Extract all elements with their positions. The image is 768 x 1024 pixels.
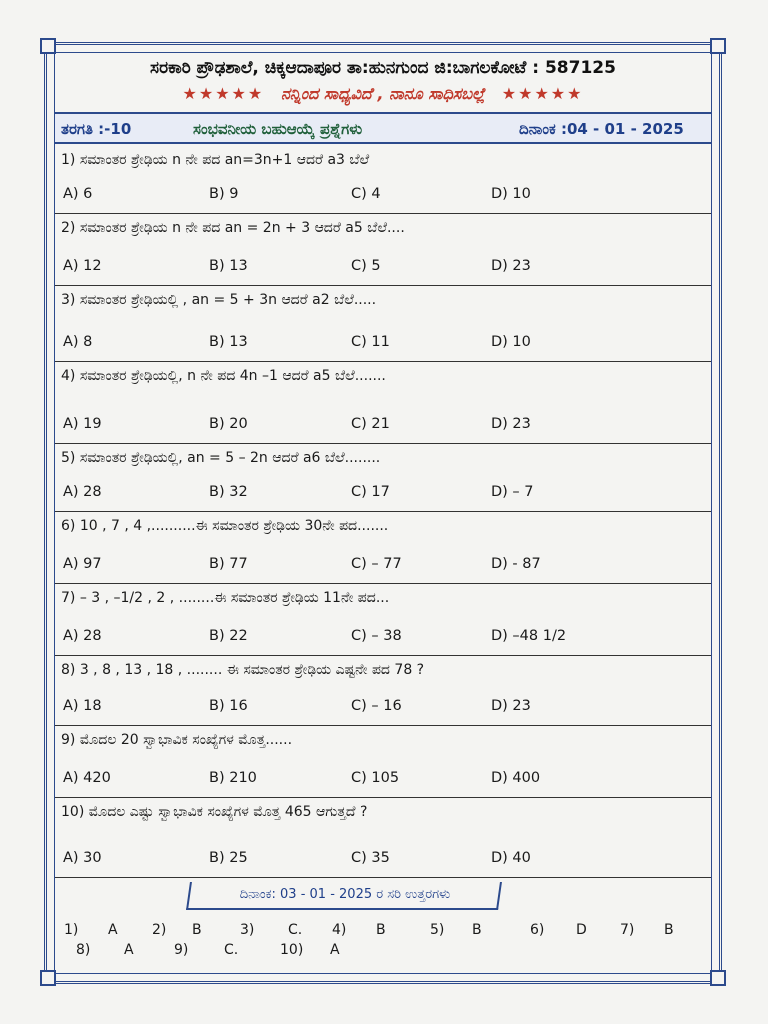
title-band — [55, 112, 711, 144]
question-text: 3) ಸಮಾಂತರ ಶ್ರೇಢಿಯಲ್ಲಿ , an = 5 + 3n ಆದರೆ a2 ಬೆಲೆ..... — [61, 292, 377, 308]
option-a: A) 97 — [63, 556, 102, 572]
option-a: A) 420 — [63, 770, 111, 786]
option-b: B) 20 — [209, 416, 248, 432]
answer-token: 6) — [530, 922, 545, 938]
answer-token: 4) — [332, 922, 347, 938]
question-item — [55, 362, 711, 444]
option-d: D) - 87 — [491, 556, 541, 572]
answer-token: A — [330, 942, 340, 958]
option-a: A) 19 — [63, 416, 102, 432]
answer-token: A — [124, 942, 134, 958]
corner-ornament — [40, 970, 56, 986]
option-d: D) 10 — [491, 334, 531, 350]
grade-label: ತರಗತಿ :-10 — [61, 120, 132, 138]
corner-ornament — [710, 970, 726, 986]
question-text: 5) ಸಮಾಂತರ ಶ್ರೇಢಿಯಲ್ಲಿ, an = 5 – 2n ಆದರೆ a6 ಬೆಲೆ........ — [61, 450, 381, 466]
answer-token: 9) — [174, 942, 189, 958]
school-name: ಸರಕಾರಿ ಪ್ರೌಢಶಾಲೆ, ಚಿಕ್ಕಆದಾಪೂರ ತಾ:ಹುನಗುಂದ ಜಿ:ಬಾಗಲಕೋಟೆ : 587125 — [150, 58, 616, 78]
option-b: B) 210 — [209, 770, 257, 786]
question-item — [55, 726, 711, 798]
answer-token: 2) — [152, 922, 167, 938]
option-c: C) – 38 — [351, 628, 402, 644]
corner-ornament — [710, 38, 726, 54]
answer-token: 3) — [240, 922, 255, 938]
question-text: 9) ಮೊದಲ 20 ಸ್ವಾಭಾವಿಕ ಸಂಖ್ಯೆಗಳ ಮೊತ್ತ...... — [61, 732, 293, 748]
question-item — [55, 512, 711, 584]
option-a: A) 18 — [63, 698, 102, 714]
question-text: 2) ಸಮಾಂತರ ಶ್ರೇಢಿಯ n ನೇ ಪದ an = 2n + 3 ಆದರೆ a5 ಬೆಲೆ.... — [61, 220, 405, 236]
answers-title: ದಿನಾಂಕ: 03 - 01 - 2025 ರ ಸರಿ ಉತ್ತರಗಳು — [239, 887, 451, 902]
option-d: D) 400 — [491, 770, 541, 786]
option-c: C) – 16 — [351, 698, 402, 714]
answer-token: C. — [288, 922, 303, 938]
option-b: B) 77 — [209, 556, 248, 572]
question-item — [55, 584, 711, 656]
option-a: A) 8 — [63, 334, 93, 350]
answer-token: D — [576, 922, 587, 938]
option-b: B) 13 — [209, 258, 248, 274]
option-a: A) 28 — [63, 628, 102, 644]
option-a: A) 30 — [63, 850, 102, 866]
answer-token: 1) — [64, 922, 79, 938]
option-d: D) 23 — [491, 698, 531, 714]
stars-left: ★★★★★ — [182, 84, 265, 103]
option-b: B) 25 — [209, 850, 248, 866]
option-a: A) 12 — [63, 258, 102, 274]
question-text: 4) ಸಮಾಂತರ ಶ್ರೇಢಿಯಲ್ಲಿ, n ನೇ ಪದ 4n –1 ಆದರೆ a5 ಬೆಲೆ....... — [61, 368, 386, 384]
answer-token: B — [664, 922, 674, 938]
option-d: D) 23 — [491, 258, 531, 274]
option-d: D) 23 — [491, 416, 531, 432]
option-d: D) 10 — [491, 186, 531, 202]
answer-token: B — [472, 922, 482, 938]
answer-token: 8) — [76, 942, 91, 958]
option-c: C) 11 — [351, 334, 390, 350]
question-item — [55, 214, 711, 286]
option-c: C) 35 — [351, 850, 390, 866]
option-c: C) – 77 — [351, 556, 402, 572]
worksheet-title: ಸಂಭವನೀಯ ಬಹುಆಯ್ಕೆ ಪ್ರಶ್ನೆಗಳು — [193, 120, 363, 138]
option-b: B) 9 — [209, 186, 239, 202]
option-b: B) 16 — [209, 698, 248, 714]
option-c: C) 4 — [351, 186, 381, 202]
question-item — [55, 286, 711, 362]
question-text: 1) ಸಮಾಂತರ ಶ್ರೇಢಿಯ n ನೇ ಪದ an=3n+1 ಆದರೆ a3 ಬೆಲೆ — [61, 152, 370, 168]
option-c: C) 105 — [351, 770, 400, 786]
option-c: C) 17 — [351, 484, 390, 500]
answer-token: 10) — [280, 942, 304, 958]
option-b: B) 32 — [209, 484, 248, 500]
question-item — [55, 146, 711, 214]
option-d: D) – 7 — [491, 484, 534, 500]
option-c: C) 21 — [351, 416, 390, 432]
answer-token: 7) — [620, 922, 635, 938]
question-item — [55, 444, 711, 512]
answer-token: 5) — [430, 922, 445, 938]
date-label: ದಿನಾಂಕ :04 - 01 - 2025 — [519, 120, 684, 138]
question-item — [55, 798, 711, 878]
option-b: B) 22 — [209, 628, 248, 644]
option-d: D) 40 — [491, 850, 531, 866]
corner-ornament — [40, 38, 56, 54]
motto — [55, 84, 711, 104]
motto-text: ನನ್ನಿಂದ ಸಾಧ್ಯವಿದೆ , ನಾನೂ ಸಾಧಿಸಬಲ್ಲೆ — [280, 84, 486, 103]
question-item — [55, 656, 711, 726]
answer-token: B — [192, 922, 202, 938]
option-c: C) 5 — [351, 258, 381, 274]
answer-token: A — [108, 922, 118, 938]
answer-token: B — [376, 922, 386, 938]
question-text: 7) – 3 , –1/2 , 2 , ........ಈ ಸಮಾಂತರ ಶ್ರೇಢಿಯ 11ನೇ ಪದ... — [61, 590, 390, 606]
question-text: 10) ಮೊದಲ ಎಷ್ಟು ಸ್ವಾಭಾವಿಕ ಸಂಖ್ಯೆಗಳ ಮೊತ್ತ 465 ಆಗುತ್ತದೆ ? — [61, 804, 368, 820]
answer-token: C. — [224, 942, 239, 958]
stars-right: ★★★★★ — [501, 84, 584, 103]
question-text: 8) 3 , 8 , 13 , 18 , ........ ಈ ಸಮಾಂತರ ಶ್ರೇಢಿಯ ಎಷ್ಟನೇ ಪದ 78 ? — [61, 662, 425, 678]
option-b: B) 13 — [209, 334, 248, 350]
option-a: A) 28 — [63, 484, 102, 500]
option-d: D) –48 1/2 — [491, 628, 567, 644]
question-text: 6) 10 , 7 , 4 ,..........ಈ ಸಮಾಂತರ ಶ್ರೇಢಿಯ 30ನೇ ಪದ....... — [61, 518, 389, 534]
option-a: A) 6 — [63, 186, 93, 202]
